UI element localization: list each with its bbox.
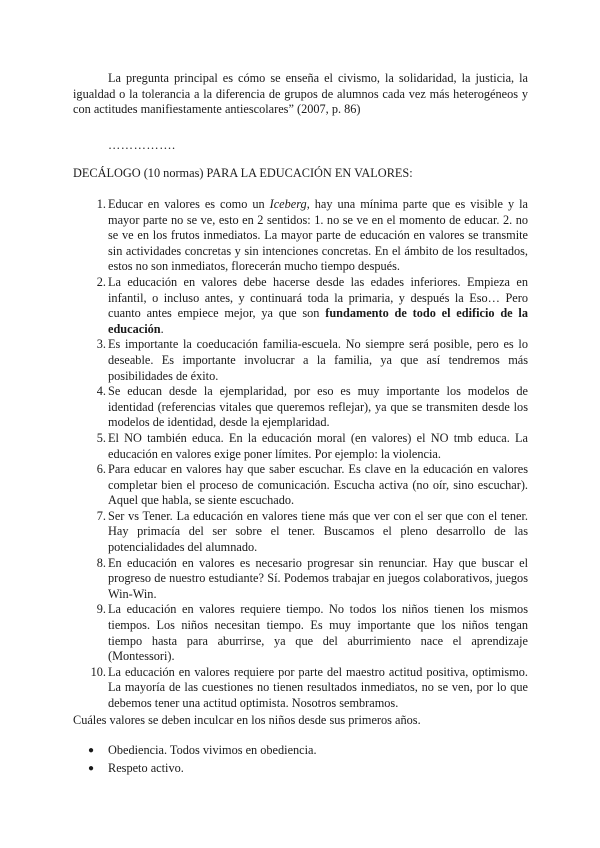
list-item-number: 10. bbox=[90, 664, 106, 679]
list-item-text: Se educan desde la ejemplaridad, por eso es muy importante los modelos de identidad (referencias vitales que queremos reflejar), ya que se transmiten desde los modelos de identidad, desde la ejemplaridad. bbox=[108, 384, 528, 430]
list-item-emphasis: Iceberg bbox=[269, 197, 307, 211]
list-item-text: Para educar en valores hay que saber escuchar. Es clave en la educación en valores completar bien el proceso de comunicación. Escucha activa (no oír, sino escuchar). Aquel que habla, se siente escuchado. bbox=[108, 462, 528, 508]
list-item-number: 3. bbox=[96, 337, 106, 352]
values-question: Cuáles valores se deben inculcar en los niños desde sus primeros años. bbox=[73, 713, 421, 727]
list-item-text: La educación en valores requiere por parte del maestro actitud positiva, optimismo. La mayoría de las cuestiones no tienen resultados inmediatos, no se ven, por lo que debemos tener una actitud optimista. Nosotros sembramos. bbox=[108, 664, 528, 710]
list-item-number: 2. bbox=[96, 274, 106, 289]
list-item bbox=[96, 462, 528, 509]
list-item bbox=[96, 384, 528, 431]
intro-paragraph: La pregunta principal es cómo se enseña el civismo, la solidaridad, la justicia, la igualdad o la tolerancia a la diferencia de grupos de alumnos cada vez más heterogéneos y con actitudes manifiestamente antiescolares” (2007, p. 86) bbox=[73, 71, 528, 117]
list-item-number: 8. bbox=[96, 555, 106, 570]
list-item-number: 6. bbox=[96, 462, 106, 477]
list-item-text: La educación en valores debe hacerse desde las edades inferiores. Empieza en infantil, o incluso antes, y continuará toda la primaria, y después la Eso… Pero cuanto antes empiece mejor, ya que son bbox=[108, 274, 528, 321]
list-item-bold: fundamento de todo el edificio de la educación bbox=[108, 306, 528, 336]
list-item-text: Obediencia. Todos vivimos en obediencia. bbox=[108, 743, 317, 757]
decalogo-heading: DECÁLOGO (10 normas) PARA LA EDUCACIÓN EN VALORES: bbox=[73, 166, 413, 180]
list-item-number: 4. bbox=[96, 384, 106, 399]
list-item bbox=[96, 430, 528, 462]
list-item bbox=[88, 743, 317, 759]
list-item bbox=[96, 274, 528, 337]
list-item-text: Es importante la coeducación familia-escuela. No siempre será posible, pero es lo deseable. Es importante involucrar a la familia, ya que así tendremos más posibilidades de éxito. bbox=[108, 337, 528, 383]
list-item-text: Educar en valores es como un bbox=[108, 197, 270, 211]
list-item-text: Respeto activo. bbox=[108, 760, 184, 775]
ellipsis-line: ……………. bbox=[108, 138, 176, 152]
list-item-number: 7. bbox=[96, 508, 106, 523]
values-bullet-list bbox=[88, 743, 317, 778]
decalogo-list bbox=[90, 197, 528, 712]
list-item-text: , hay una mínima parte que es visible y la mayor parte no se ve, esto en 2 sentidos: 1. no se ve en el momento de educar. 2. no se ve en los frutos inmediatos. La mayor parte de educación en valores se transmite sin actividades concretas y sin intenciones concretas. En el ámbito de los resultados, estos no son inmediatos, florecerán mucho tiempo después. bbox=[108, 197, 528, 274]
list-item bbox=[96, 602, 528, 664]
list-item-text: . bbox=[160, 321, 164, 336]
list-item-number: 1. bbox=[96, 197, 106, 211]
list-item-number: 9. bbox=[96, 602, 106, 617]
list-item bbox=[96, 197, 528, 275]
list-item-text: En educación en valores es necesario progresar sin renunciar. Hay que buscar el progreso de nuestro estudiante? Sí. Podemos trabajar en juegos colaborativos, juegos Win-Win. bbox=[108, 555, 528, 601]
list-item-number: 5. bbox=[96, 430, 106, 445]
list-item-text: La educación en valores requiere tiempo. No todos los niños tienen los mismos tiempos. Los niños necesitan tiempo. Es muy importante que los niños tengan tiempo hasta para aburrirse, ya que del aburrimiento nace el aprendizaje (Montessori). bbox=[108, 602, 528, 664]
list-item-text: Ser vs Tener. La educación en valores tiene más que ver con el ser que con el tener. Hay primacía del ser sobre el tener. Buscamos el pleno desarrollo de las potencialidades del alumnado. bbox=[108, 508, 528, 555]
list-item bbox=[90, 664, 528, 712]
list-item bbox=[88, 760, 317, 777]
bullet-icon: ● bbox=[88, 762, 95, 774]
list-item bbox=[96, 508, 528, 556]
bullet-icon: ● bbox=[88, 745, 95, 756]
list-item-text: El NO también educa. En la educación moral (en valores) el NO tmb educa. La educación en valores exige poner límites. Por ejemplo: la violencia. bbox=[108, 430, 528, 461]
list-item bbox=[96, 555, 528, 603]
list-item bbox=[96, 337, 528, 384]
